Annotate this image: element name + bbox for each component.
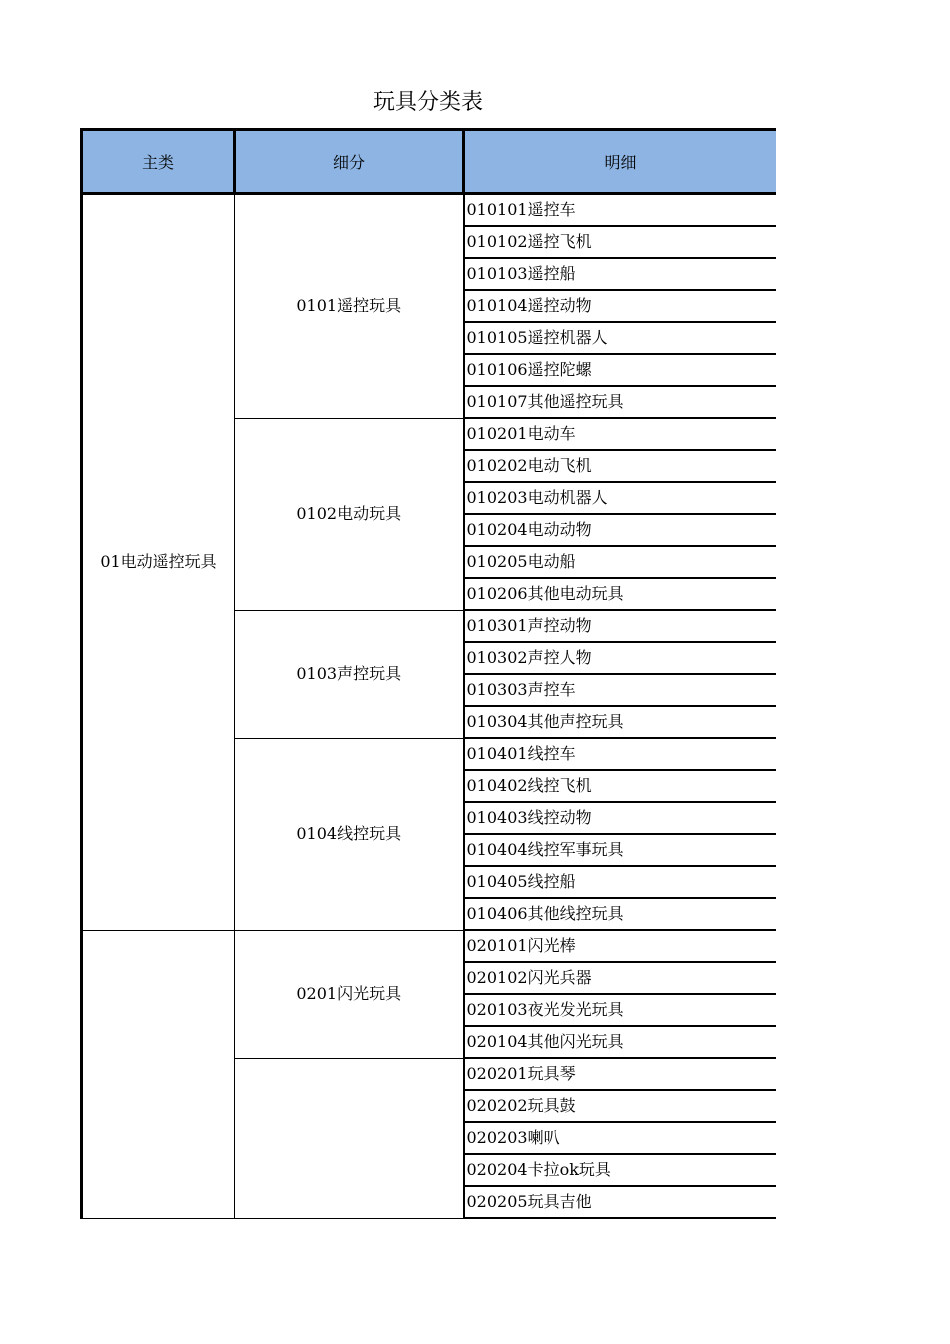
table-body xyxy=(82,194,777,1219)
detail-item-cell: 010401线控车 xyxy=(464,738,777,770)
detail-item-cell: 010302声控人物 xyxy=(464,642,777,674)
detail-item-cell: 010404线控军事玩具 xyxy=(464,834,777,866)
detail-item-cell: 020204卡拉ok玩具 xyxy=(464,1154,777,1186)
header-row xyxy=(82,130,777,194)
detail-item-cell: 020201玩具琴 xyxy=(464,1058,777,1090)
main-category-cell xyxy=(82,930,235,1218)
detail-item-cell: 010203电动机器人 xyxy=(464,482,777,514)
subcategory-cell: 0201闪光玩具 xyxy=(235,930,464,1058)
detail-item-cell: 020103夜光发光玩具 xyxy=(464,994,777,1026)
detail-item-cell: 010204电动动物 xyxy=(464,514,777,546)
detail-item-cell: 010405线控船 xyxy=(464,866,777,898)
category-table-viewport xyxy=(80,128,776,1230)
subcategory-cell: 0104线控玩具 xyxy=(235,738,464,930)
detail-item-cell: 010201电动车 xyxy=(464,418,777,450)
table-row xyxy=(82,194,777,227)
subcategory-cell: 0102电动玩具 xyxy=(235,418,464,610)
detail-item-cell: 020101闪光棒 xyxy=(464,930,777,962)
page-title: 玩具分类表 xyxy=(372,90,483,115)
header-sub: 细分 xyxy=(235,130,464,194)
detail-item-cell: 010107其他遥控玩具 xyxy=(464,386,777,418)
detail-item-cell: 010104遥控动物 xyxy=(464,290,777,322)
detail-item-cell: 010303声控车 xyxy=(464,674,777,706)
detail-item-cell: 010101遥控车 xyxy=(464,194,777,227)
header-detail: 明细 xyxy=(464,130,777,194)
detail-item-cell: 010301声控动物 xyxy=(464,610,777,642)
detail-item-cell: 010103遥控船 xyxy=(464,258,777,290)
table-row xyxy=(82,930,777,962)
detail-item-cell: 020104其他闪光玩具 xyxy=(464,1026,777,1058)
detail-item-cell: 010403线控动物 xyxy=(464,802,777,834)
detail-item-cell: 020203喇叭 xyxy=(464,1122,777,1154)
category-table xyxy=(80,128,776,1219)
detail-item-cell: 010304其他声控玩具 xyxy=(464,706,777,738)
detail-item-cell: 010406其他线控玩具 xyxy=(464,898,777,930)
detail-item-cell: 010105遥控机器人 xyxy=(464,322,777,354)
detail-item-cell: 020202玩具鼓 xyxy=(464,1090,777,1122)
subcategory-cell: 0101遥控玩具 xyxy=(235,194,464,419)
detail-item-cell: 010402线控飞机 xyxy=(464,770,777,802)
main-category-cell: 01电动遥控玩具 xyxy=(82,194,235,931)
detail-item-cell: 010206其他电动玩具 xyxy=(464,578,777,610)
detail-item-cell: 010202电动飞机 xyxy=(464,450,777,482)
detail-item-cell: 010102遥控飞机 xyxy=(464,226,777,258)
subcategory-cell xyxy=(235,1058,464,1218)
detail-item-cell: 010106遥控陀螺 xyxy=(464,354,777,386)
detail-item-cell: 020205玩具吉他 xyxy=(464,1186,777,1218)
detail-item-cell: 020102闪光兵器 xyxy=(464,962,777,994)
subcategory-cell: 0103声控玩具 xyxy=(235,610,464,738)
header-main: 主类 xyxy=(82,130,235,194)
detail-item-cell: 010205电动船 xyxy=(464,546,777,578)
